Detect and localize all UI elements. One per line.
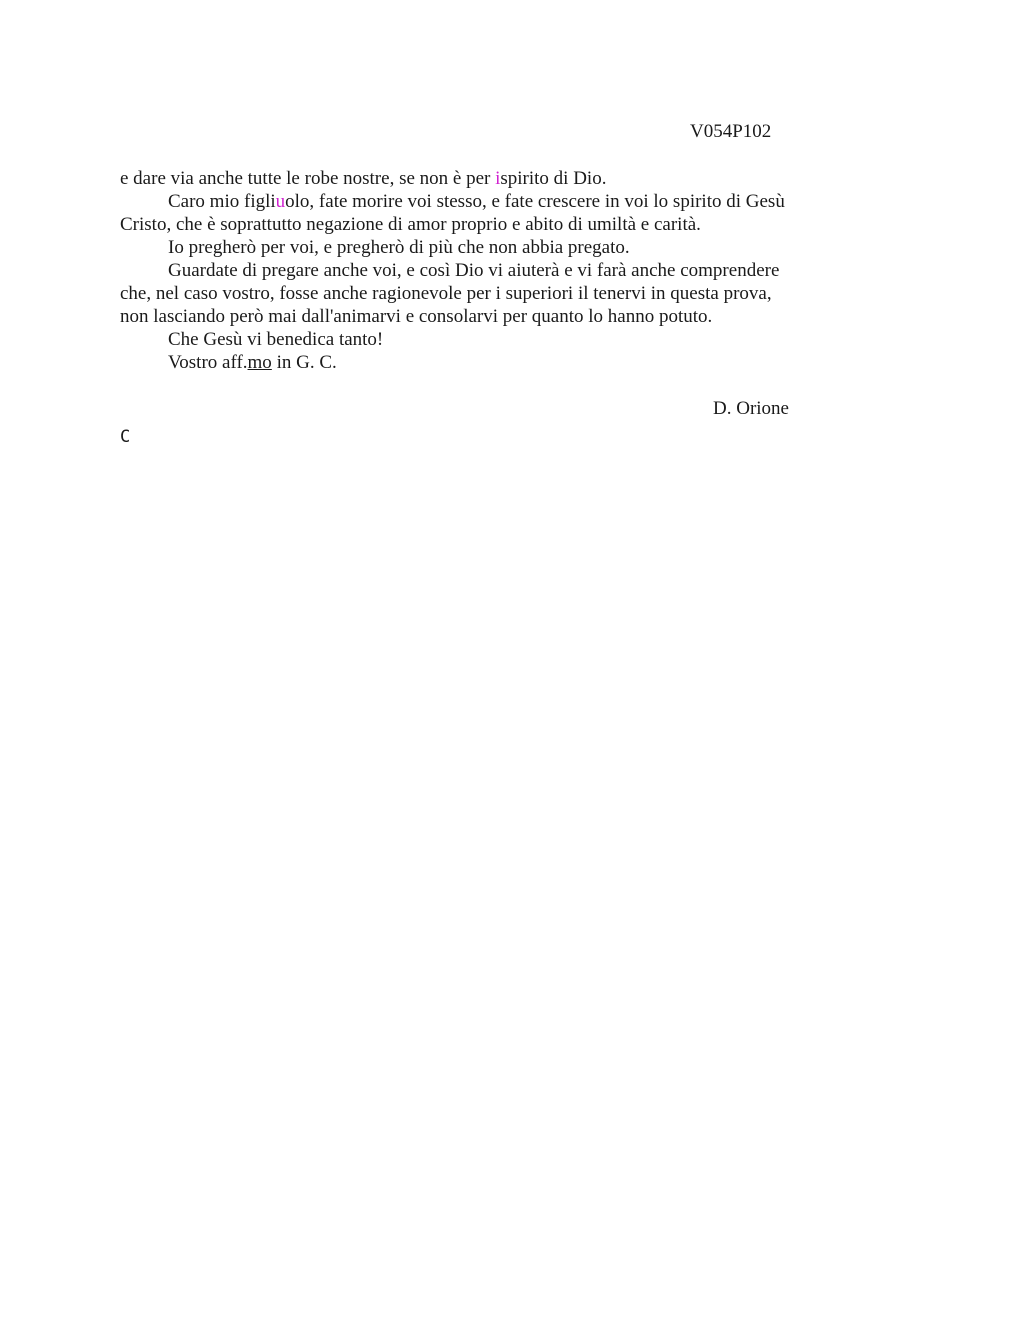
text-line <box>120 167 840 190</box>
text-segment: e dare via anche tutte le robe nostre, se non è per <box>120 168 496 189</box>
page-reference: V054P102 <box>690 121 772 142</box>
text-segment: in G. C. <box>271 352 337 373</box>
signature: D. Orione <box>713 398 789 419</box>
text-line: Cristo, che è soprattutto negazione di amor proprio e abito di umiltà e carità. <box>120 214 701 235</box>
text-line: non lasciando però mai dall'animarvi e consolarvi per quanto lo hanno potuto. <box>120 306 713 327</box>
underlined-abbreviation: mo <box>247 352 272 373</box>
section-marker: C <box>120 427 131 447</box>
text-segment: olo, fate morire voi stesso, e fate crescere in voi lo spirito di Gesù <box>285 191 785 212</box>
text-line: Che Gesù vi benedica tanto! <box>168 329 384 350</box>
text-line <box>120 190 840 213</box>
text-segment: spirito di Dio. <box>500 168 607 189</box>
text-segment: Caro mio figli <box>168 191 276 212</box>
letter-body <box>120 167 840 374</box>
text-line: che, nel caso vostro, fosse anche ragionevole per i superiori il tenervi in questa prova, <box>120 283 772 304</box>
text-line: Guardate di pregare anche voi, e così Dio vi aiuterà e vi farà anche comprendere <box>168 260 780 281</box>
text-segment: Vostro aff. <box>168 352 248 373</box>
highlighted-letter: u <box>275 191 286 212</box>
highlighted-letter: i <box>495 168 501 189</box>
closing-line <box>120 351 840 374</box>
text-line: Io pregherò per voi, e pregherò di più che non abbia pregato. <box>168 237 630 258</box>
